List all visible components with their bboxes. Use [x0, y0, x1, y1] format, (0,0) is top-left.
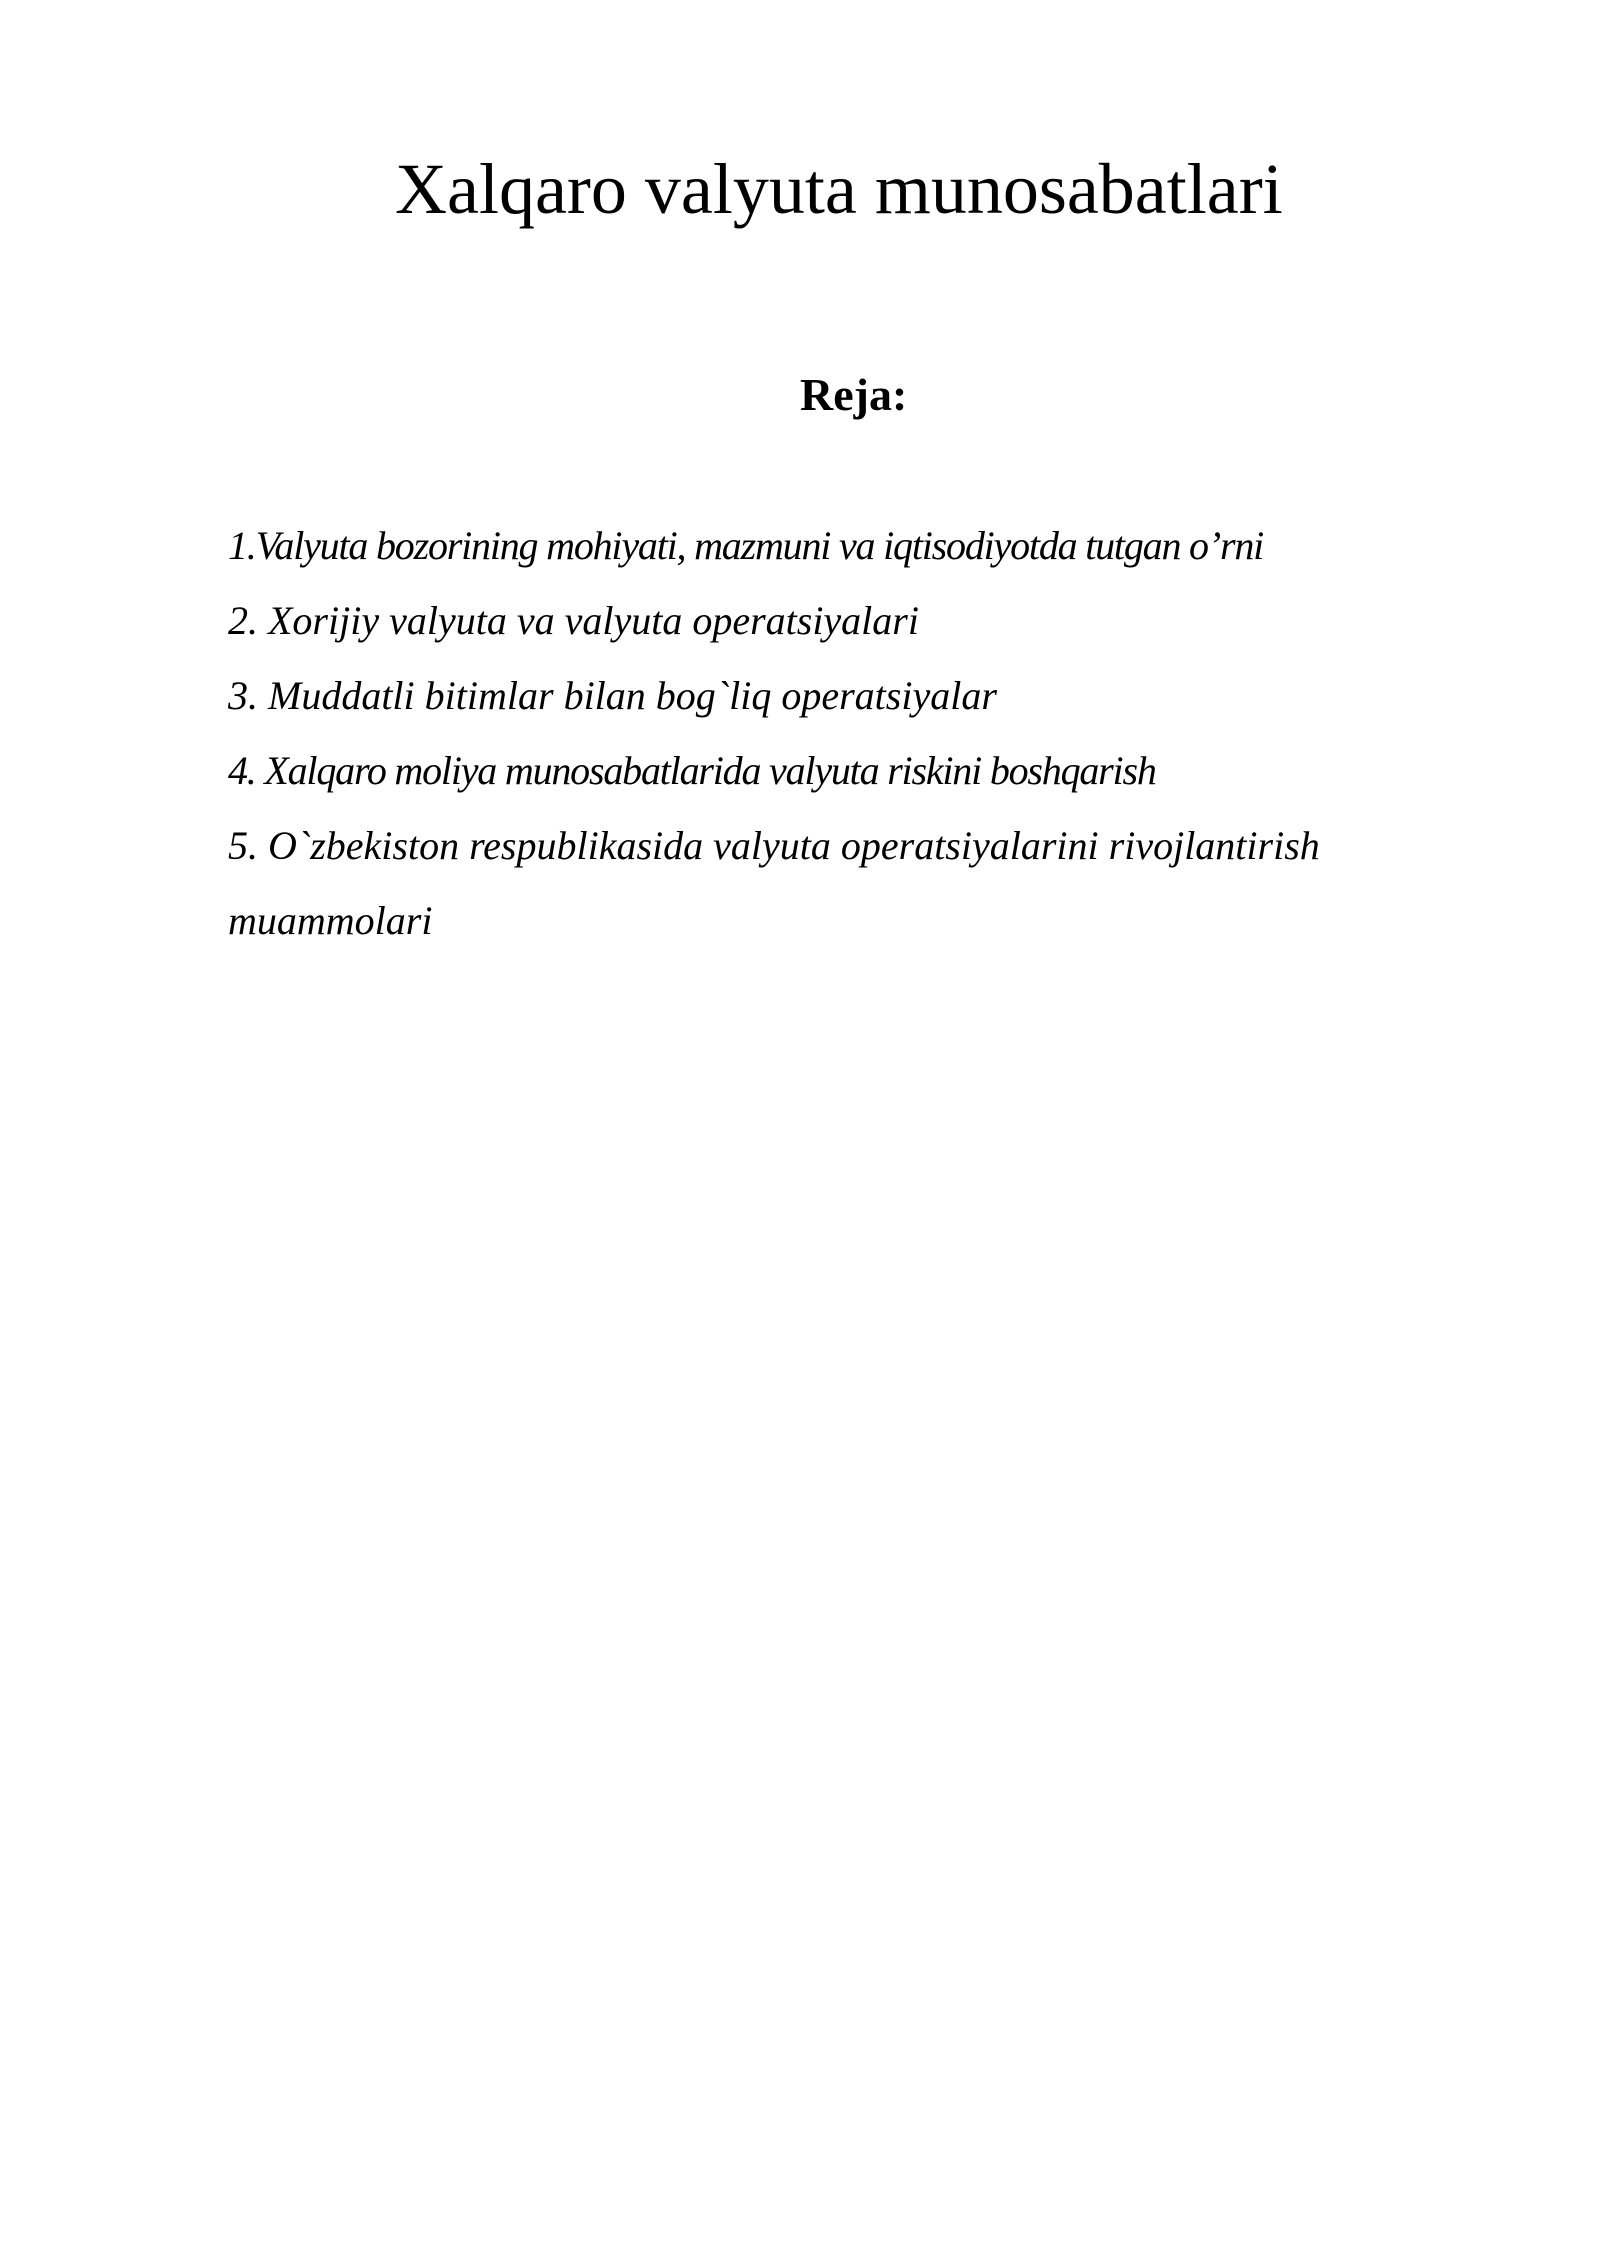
plan-item: 4. Xalqaro moliya munosabatlarida valyuta riskini boshqarish: [228, 748, 1156, 793]
plan-list: [228, 508, 1428, 958]
page-title: Xalqaro valyuta munosabatlari: [395, 149, 1283, 229]
plan-item: 3. Muddatli bitimlar bilan bog`liq operatsiyalar: [228, 673, 997, 718]
plan-item: 1.Valyuta bozorining mohiyati, mazmuni va iqtisodiyotda tutgan o’rni: [228, 523, 1264, 568]
plan-item: 2. Xorijiy valyuta va valyuta operatsiyalari: [228, 598, 919, 643]
plan-item: 5. O`zbekiston respublikasida valyuta operatsiyalarini rivojlantirish muammolari: [228, 823, 1320, 943]
plan-heading: Reja:: [800, 369, 908, 420]
